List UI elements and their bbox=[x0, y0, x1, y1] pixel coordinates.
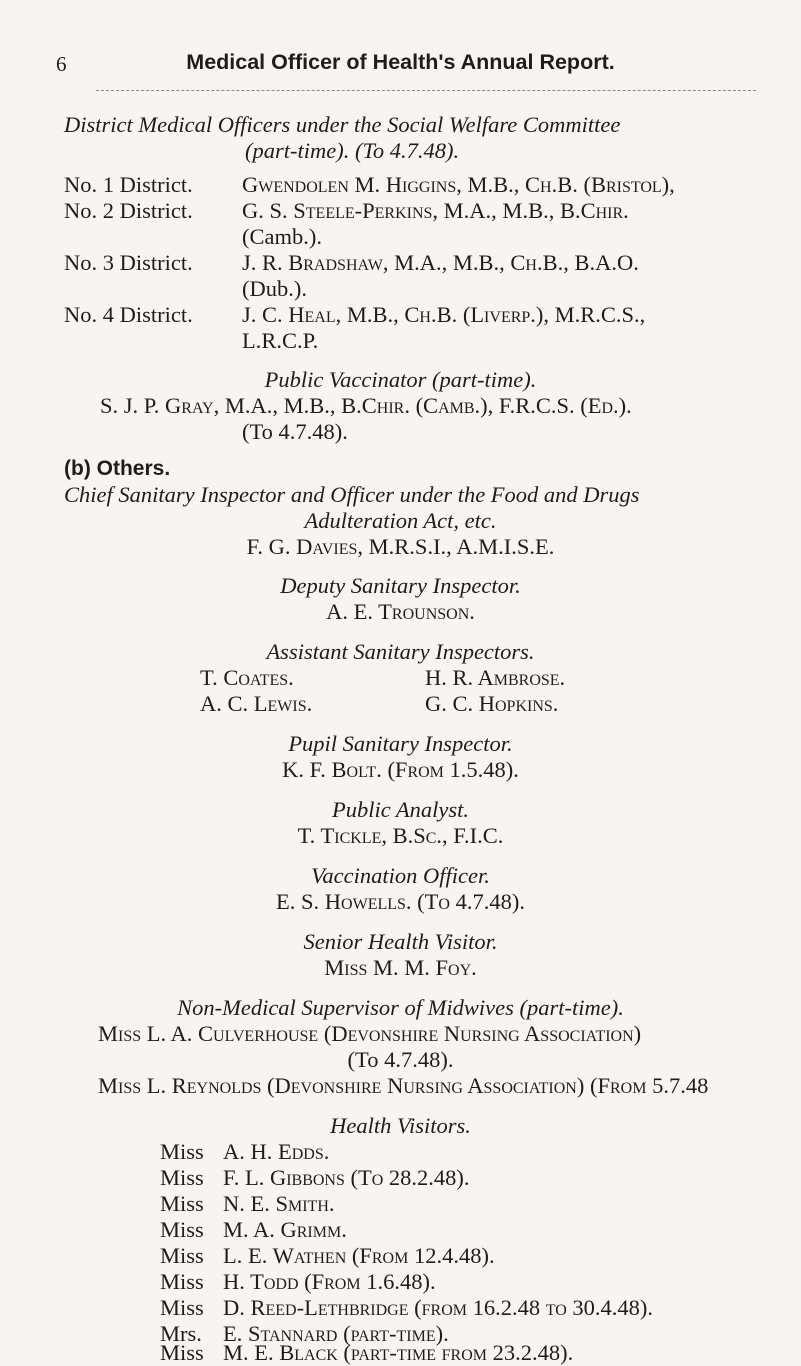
deputy-inspector-heading: Deputy Sanitary Inspector. bbox=[280, 573, 521, 598]
district-subheading: (part-time). (To 4.7.48). bbox=[245, 138, 460, 163]
health-visitor-row bbox=[160, 1191, 335, 1217]
district-heading: District Medical Officers under the Social Welfare Committee bbox=[64, 112, 621, 137]
visitor-name: H. Todd (From 1.6.48). bbox=[223, 1269, 436, 1294]
visitor-title: Miss bbox=[160, 1269, 204, 1294]
visitor-title: Miss bbox=[160, 1139, 204, 1164]
district-label: No. 2 District. bbox=[64, 198, 193, 223]
district-officer: J. R. Bradshaw, M.A., M.B., Ch.B., B.A.O. bbox=[242, 250, 639, 275]
vaccination-officer-heading: Vaccination Officer. bbox=[311, 863, 490, 888]
assistant-inspector-name: H. R. Ambrose. bbox=[425, 665, 566, 690]
health-visitor-row bbox=[160, 1340, 573, 1366]
chief-inspector-heading: Chief Sanitary Inspector and Officer under the Food and Drugs bbox=[64, 482, 640, 507]
senior-visitor-name: Miss M. M. Foy. bbox=[324, 955, 477, 980]
visitor-title: Miss bbox=[160, 1191, 204, 1216]
public-analyst-name: T. Tickle, B.Sc., F.I.C. bbox=[297, 823, 504, 848]
district-row bbox=[64, 328, 318, 354]
health-visitor-row bbox=[160, 1165, 470, 1191]
district-label: No. 4 District. bbox=[64, 302, 193, 327]
public-analyst-heading: Public Analyst. bbox=[331, 797, 470, 822]
district-row bbox=[64, 302, 645, 328]
senior-visitor-heading: Senior Health Visitor. bbox=[303, 929, 498, 954]
visitor-title: Miss bbox=[160, 1295, 204, 1320]
district-label: No. 3 District. bbox=[64, 250, 193, 275]
visitor-name: F. L. Gibbons (To 28.2.48). bbox=[223, 1165, 470, 1190]
district-row bbox=[64, 250, 639, 276]
visitor-name: N. E. Smith. bbox=[223, 1191, 335, 1216]
health-visitor-row bbox=[160, 1295, 653, 1321]
deputy-inspector-name: A. E. Trounson. bbox=[326, 599, 475, 624]
vaccination-officer-name: E. S. Howells. (To 4.7.48). bbox=[276, 889, 525, 914]
health-visitors-heading: Health Visitors. bbox=[330, 1113, 471, 1138]
visitor-name: A. H. Edds. bbox=[223, 1139, 330, 1164]
district-label: No. 1 District. bbox=[64, 172, 193, 197]
district-officer: L.R.C.P. bbox=[242, 328, 319, 353]
vaccinator-heading: Public Vaccinator (part-time). bbox=[264, 367, 537, 392]
assistant-inspector-name: G. C. Hopkins. bbox=[425, 691, 559, 716]
district-officer: Gwendolen M. Higgins, M.B., Ch.B. (Bristol), bbox=[242, 172, 675, 197]
district-officer: J. C. Heal, M.B., Ch.B. (Liverp.), M.R.C.S., bbox=[242, 302, 646, 327]
district-row bbox=[64, 276, 307, 302]
pupil-inspector-name: K. F. Bolt. (From 1.5.48). bbox=[282, 757, 519, 782]
chief-inspector-heading-2: Adulteration Act, etc. bbox=[304, 508, 497, 533]
midwives-supervisor-heading: Non-Medical Supervisor of Midwives (part-time). bbox=[177, 995, 624, 1020]
visitor-name: D. Reed-Lethbridge (from 16.2.48 to 30.4.48). bbox=[223, 1295, 654, 1320]
visitor-name: M. E. Black (part-time from 23.2.48). bbox=[223, 1340, 574, 1365]
visitor-name: M. A. Grimm. bbox=[223, 1217, 347, 1242]
visitor-title: Miss bbox=[160, 1243, 204, 1268]
visitor-name: L. E. Wathen (From 12.4.48). bbox=[223, 1243, 495, 1268]
visitor-title: Mrs. bbox=[160, 1321, 202, 1346]
midwives-supervisor-name: Miss L. Reynolds (Devonshire Nursing Association) (From 5.7.48 bbox=[98, 1073, 709, 1098]
district-officer: (Dub.). bbox=[242, 276, 307, 301]
assistant-inspector-name: A. C. Lewis. bbox=[200, 691, 313, 716]
vaccinator-name: S. J. P. Gray, M.A., M.B., B.Chir. (Camb.), F.R.C.S. (Ed.). bbox=[100, 393, 632, 418]
midwives-supervisor-name: Miss L. A. Culverhouse (Devonshire Nursing Association) bbox=[98, 1021, 642, 1046]
visitor-title: Miss bbox=[160, 1340, 204, 1365]
assistant-inspectors-heading: Assistant Sanitary Inspectors. bbox=[266, 639, 535, 664]
health-visitor-row bbox=[160, 1269, 436, 1295]
health-visitor-row bbox=[160, 1217, 347, 1243]
visitor-title: Miss bbox=[160, 1217, 204, 1242]
district-officer: (Camb.). bbox=[242, 224, 322, 249]
page-number: 6 bbox=[56, 52, 67, 76]
midwives-supervisor-date: (To 4.7.48). bbox=[347, 1047, 454, 1072]
page-title: Medical Officer of Health's Annual Report. bbox=[186, 50, 615, 74]
district-row bbox=[64, 172, 675, 198]
vaccinator-date: (To 4.7.48). bbox=[242, 419, 348, 444]
district-row bbox=[64, 224, 322, 250]
visitor-name: E. Stannard (part-time). bbox=[223, 1321, 449, 1346]
pupil-inspector-heading: Pupil Sanitary Inspector. bbox=[288, 731, 513, 756]
others-heading: (b) Others. bbox=[64, 457, 171, 480]
health-visitor-row bbox=[160, 1243, 495, 1269]
chief-inspector-name: F. G. Davies, M.R.S.I., A.M.I.S.E. bbox=[246, 534, 555, 559]
visitor-title: Miss bbox=[160, 1165, 204, 1190]
district-row bbox=[64, 198, 629, 224]
assistant-inspector-name: T. Coates. bbox=[200, 665, 294, 690]
header-rule bbox=[96, 90, 756, 91]
district-officer: G. S. Steele-Perkins, M.A., M.B., B.Chir. bbox=[242, 198, 629, 223]
page-header bbox=[0, 50, 801, 80]
health-visitor-row bbox=[160, 1139, 329, 1165]
